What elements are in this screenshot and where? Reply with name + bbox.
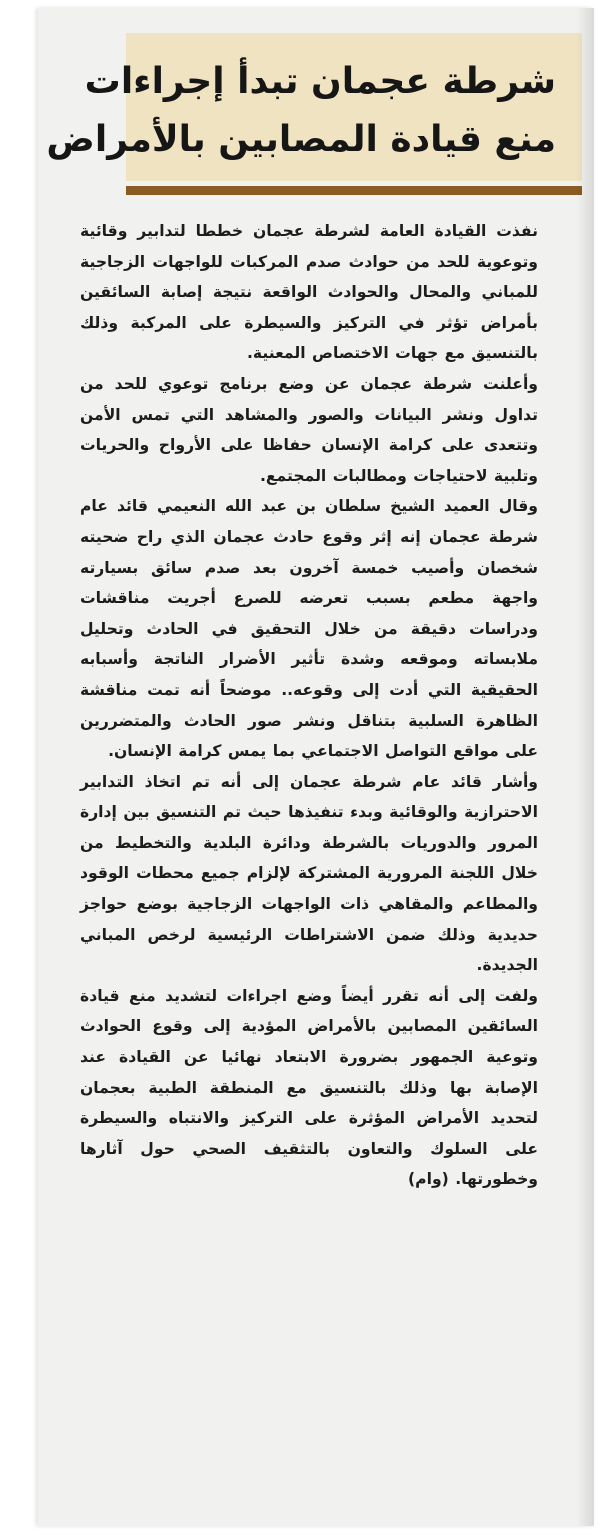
headline-line-1: شرطة عجمان تبدأ إجراءات — [84, 61, 556, 102]
article-paragraph-4: وأشار قائد عام شرطة عجمان إلى أنه تم اتخاذ التدابير الاحترازية والوقائية وبدء تنفيذها حيث تم التنسيق بين إدارة المرور والدوريات بالشرطة ودائرة البلدية والتخطيط من خلال اللجنة المرورية المشتركة لإلزام جميع محطات الوقود والمطاعم والمقاهي ذات الواجهات الزجاجية بوضع حواجز حديدية وذلك ضمن الاشتراطات الرئيسية لرخص المباني الجديدة. — [80, 772, 538, 975]
headline-line-2: منع قيادة المصابين بالأمراض — [46, 119, 556, 160]
article-body — [80, 216, 538, 1195]
article-paragraph-5: ولفت إلى أنه تقرر أيضاً وضع اجراءات لتشديد منع قيادة السائقين المصابين بالأمراض المؤدية إلى وقوع الحوادث وتوعية الجمهور بضرورة الابتعاد نهائيا عن القيادة عند الإصابة بها وذلك بالتنسيق مع المنطقة الطبية بعجمان لتحديد الأمراض المؤثرة على التركيز والانتباه والسيطرة على السلوك والتعاون بالتثقيف الصحي حول آثارها وخطورتها. (وام) — [80, 986, 538, 1189]
article-paragraph-3: وقال العميد الشيخ سلطان بن عبد الله النعيمي قائد عام شرطة عجمان إنه إثر وقوع حادث عجمان الذي راح ضحيته شخصان وأصيب خمسة آخرون بعد صدم سائق بسيارته واجهة مطعم بسبب تعرضه للصرع أجريت مناقشات ودراسات دقيقة من خلال التحقيق في الحادث وتحليل ملابساته وموقعه وشدة تأثير الأضرار الناتجة وأسبابه الحقيقية التي أدت إلى وقوعه.. موضحاً أنه تمت مناقشة الظاهرة السلبية بتناقل ونشر صور الحادث والمتضررين على مواقع التواصل الاجتماعي بما يمس كرامة الإنسان. — [80, 497, 538, 761]
article-paragraph-1: نفذت القيادة العامة لشرطة عجمان خططا لتدابير وقائية وتوعوية للحد من حوادث صدم المركبات للواجهات الزجاجية للمباني والمحال والحوادث الواقعة نتيجة إصابة السائقين بأمراض تؤثر في التركيز والسيطرة على المركبة وذلك بالتنسيق مع جهات الاختصاص المعنية. — [80, 222, 538, 363]
headline-box — [46, 33, 582, 181]
article-paragraph-2: وأعلنت شرطة عجمان عن وضع برنامج توعوي للحد من تداول ونشر البيانات والصور والمشاهد التي تمس الأمن وتتعدى على كرامة الإنسان حفاظا على الأرواح والحريات وتلبية لاحتياجات ومطالبات المجتمع. — [80, 374, 538, 485]
headline-divider — [126, 186, 582, 195]
